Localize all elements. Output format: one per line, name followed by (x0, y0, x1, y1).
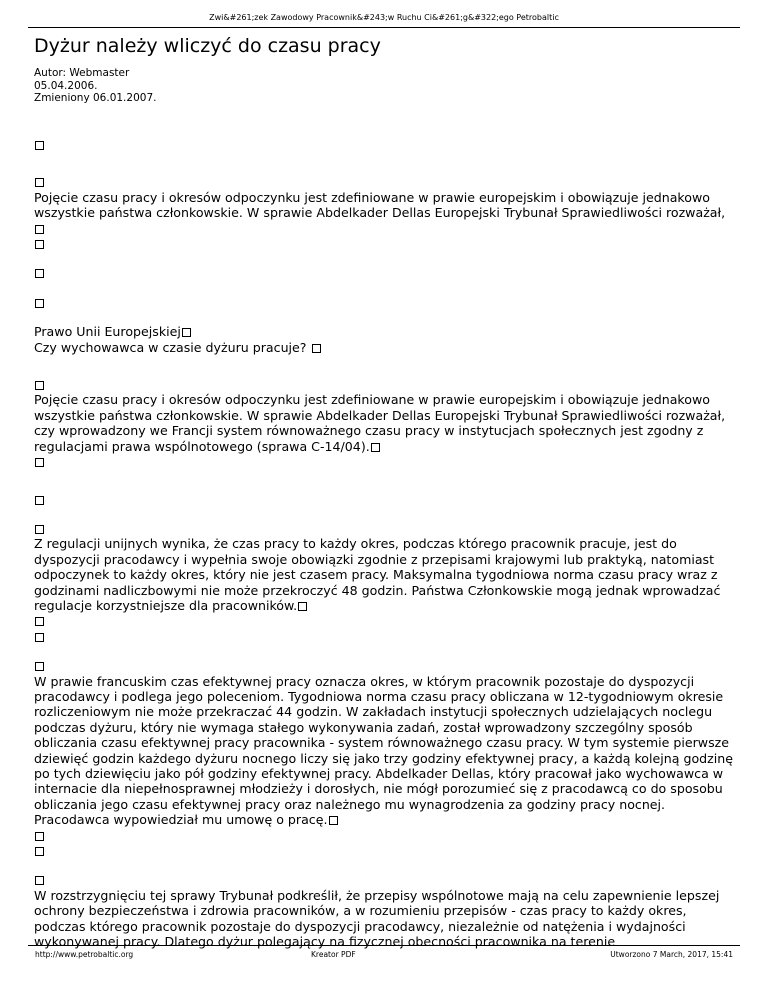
footer-created: Utworzono 7 March, 2017, 15:41 (610, 950, 733, 959)
article-meta (34, 67, 156, 105)
missing-glyph-icon (34, 613, 734, 628)
footer-rule (28, 945, 740, 946)
missing-glyph-icon (312, 344, 321, 353)
paragraph: Pojęcie czasu pracy i okresów odpoczynku jest zdefiniowane w prawie europejskim i obowiązuje jednakowo wszystkie państwa członkowskie. W sprawie Abdelkader Dellas Europejski Trybunał Sprawiedliwości rozważał, (34, 190, 734, 236)
missing-glyph-icon (34, 492, 734, 507)
missing-glyph-icon (34, 454, 734, 469)
missing-glyph-icon (34, 236, 734, 251)
paragraph: Pojęcie czasu pracy i okresów odpoczynku jest zdefiniowane w prawie europejskim i obowiązuje jednakowo wszystkie państwa członkowskie. W sprawie Abdelkader Dellas Europejski Trybunał Sprawiedliwości rozważał, czy wprowadzony we Francji system równoważnego czasu pracy w instytucjach społecznych jest zgodny z regulacjami prawa wspólnotowego (sprawa C-14/04). (34, 392, 726, 454)
missing-glyph-icon (34, 658, 734, 673)
paragraph: W rozstrzygnięciu tej sprawy Trybunał podkreślił, że przepisy wspólnotowe mają na celu zapewnienie lepszej ochrony bezpieczeństwa i zdrowia pracowników, a w rozumieniu przepisów - czas pracy to każdy okres, podczas którego pracownik pozostaje do dyspozycji pracodawcy, niezależnie od natężenia i wydajności wykonywanej pracy. Dlatego dyżur polegający na fizycznej obecności pracownika na terenie (34, 887, 720, 950)
article-title: Dyżur należy wliczyć do czasu pracy (34, 35, 381, 57)
missing-glyph-icon (298, 602, 307, 611)
header-rule (28, 27, 740, 28)
paragraph: Z regulacji unijnych wynika, że czas pracy to każdy okres, podczas którego pracownik pracuje, jest do dyspozycji pracodawcy i wypełnia swoje obowiązki zgodnie z przepisami krajowymi lub praktyką, natomiast odpoczynek to każdy okres, który nie jest czasem pracy. Maksymalna tygodniowa norma czasu pracy wraz z godzinami nadliczbowymi nie może przekroczyć 48 godzin. Państwa Członkowskie mogą jednak wprowadzać regulacje korzystniejsze dla pracowników. (34, 536, 721, 613)
article-body (34, 137, 734, 949)
footer-url: http://www.petrobaltic.org (35, 950, 134, 959)
paragraph: W prawie francuskim czas efektywnej pracy oznacza okres, w którym pracownik pozostaje do dyspozycji pracodawcy i podlega jego poleceniom. Tygodniowa norma czasu pracy obliczana w 12-tygodniowym okresie rozliczeniowym nie może przekraczać 44 godzin. W zakładach instytucji społecznych udzielających noclegu podczas dyżuru, który nie wymaga stałego wykonywania zadań, został wprowadzony szczególny sposób obliczania czasu efektywnej pracy pracownika - system równoważnego czasu pracy. W tym systemie pierwsze dziewięć godzin każdego dyżuru nocnego liczy się jako trzy godziny efektywnej pracy, a każdą kolejną godzinę po tych dziewięciu jako pół godziny efektywnej pracy. Abdelkader Dellas, który pracował jako wychowawca w internacie dla niepełnosprawnej młodzieży i dorosłych, nie mógł porozumieć się z pracodawcą co do sposobu obliczania jego czasu efektywnej pracy oraz należnego mu wynagrodzenia za godziny pracy nocnej. Pracodawca wypowiedział mu umowę o pracę. (34, 673, 733, 828)
missing-glyph-icon (34, 872, 734, 887)
modified-date: Zmieniony 06.01.2007. (34, 92, 157, 104)
missing-glyph-icon (34, 521, 734, 536)
missing-glyph-icon (35, 225, 44, 234)
missing-glyph-icon (182, 328, 191, 337)
missing-glyph-icon (34, 629, 734, 644)
missing-glyph-icon (34, 295, 734, 310)
subheading: Czy wychowawca w czasie dyżuru pracuje? (34, 340, 734, 355)
missing-glyph-icon (34, 377, 734, 392)
missing-glyph-icon (34, 137, 734, 152)
section-heading: Prawo Unii Europejskiej (34, 324, 734, 339)
footer-generator: Kreator PDF (311, 950, 356, 959)
publish-date: 05.04.2006. (34, 79, 98, 92)
missing-glyph-icon (34, 174, 734, 189)
missing-glyph-icon (329, 816, 338, 825)
missing-glyph-icon (34, 843, 734, 858)
missing-glyph-icon (371, 443, 380, 452)
author-line: Autor: Webmaster (34, 67, 130, 79)
missing-glyph-icon (34, 265, 734, 280)
running-header: Zwi&#261;zek Zawodowy Pracownik&#243;w Ruchu Ci&#261;g&#322;ego Petrobaltic (209, 13, 559, 22)
missing-glyph-icon (34, 828, 734, 843)
